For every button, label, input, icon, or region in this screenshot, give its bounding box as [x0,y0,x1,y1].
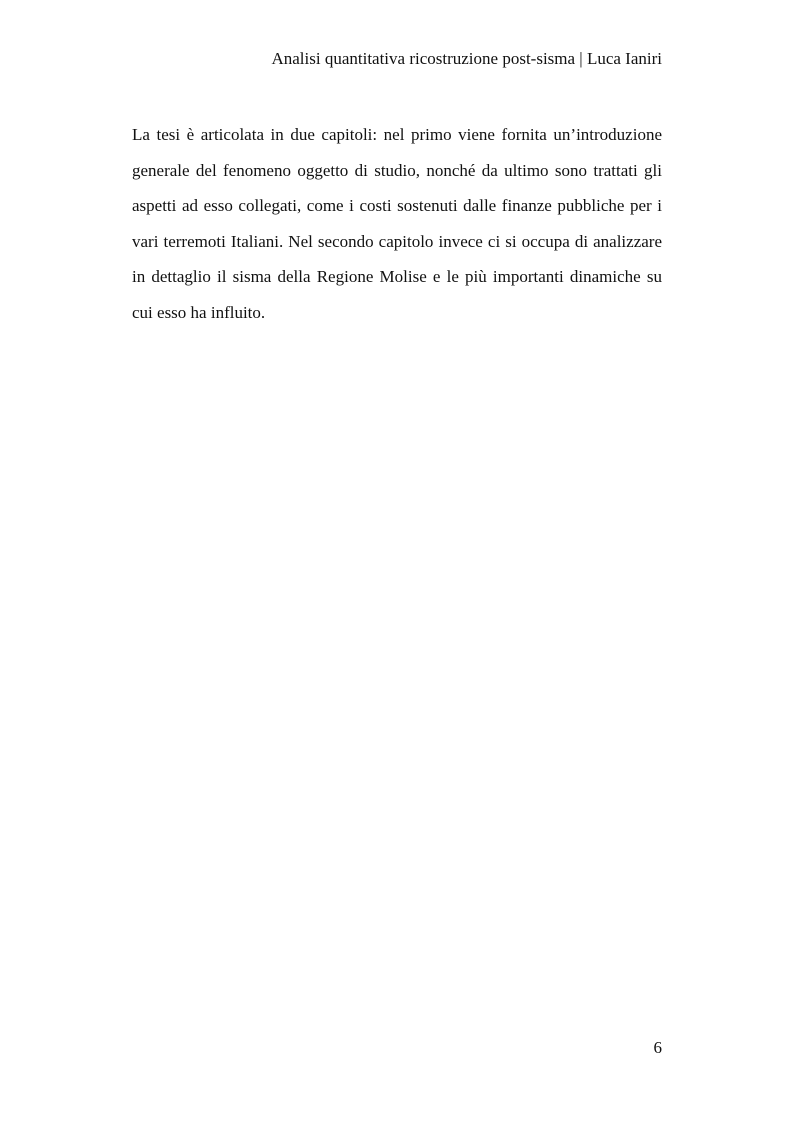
running-header: Analisi quantitativa ricostruzione post-sisma | Luca Ianiri [271,49,662,68]
body-paragraph: La tesi è articolata in due capitoli: nel primo viene fornita un’introduzione generale del fenomeno oggetto di studio, nonché da ultimo sono trattati gli aspetti ad esso collegati, come i costi sostenuti dalle finanze pubbliche per i vari terremoti Italiani. Nel secondo capitolo invece ci si occupa di analizzare in dettaglio il sisma della Regione Molise e le più importanti dinamiche su cui esso ha influito. [132,125,662,322]
page-number: 6 [653,1038,662,1057]
